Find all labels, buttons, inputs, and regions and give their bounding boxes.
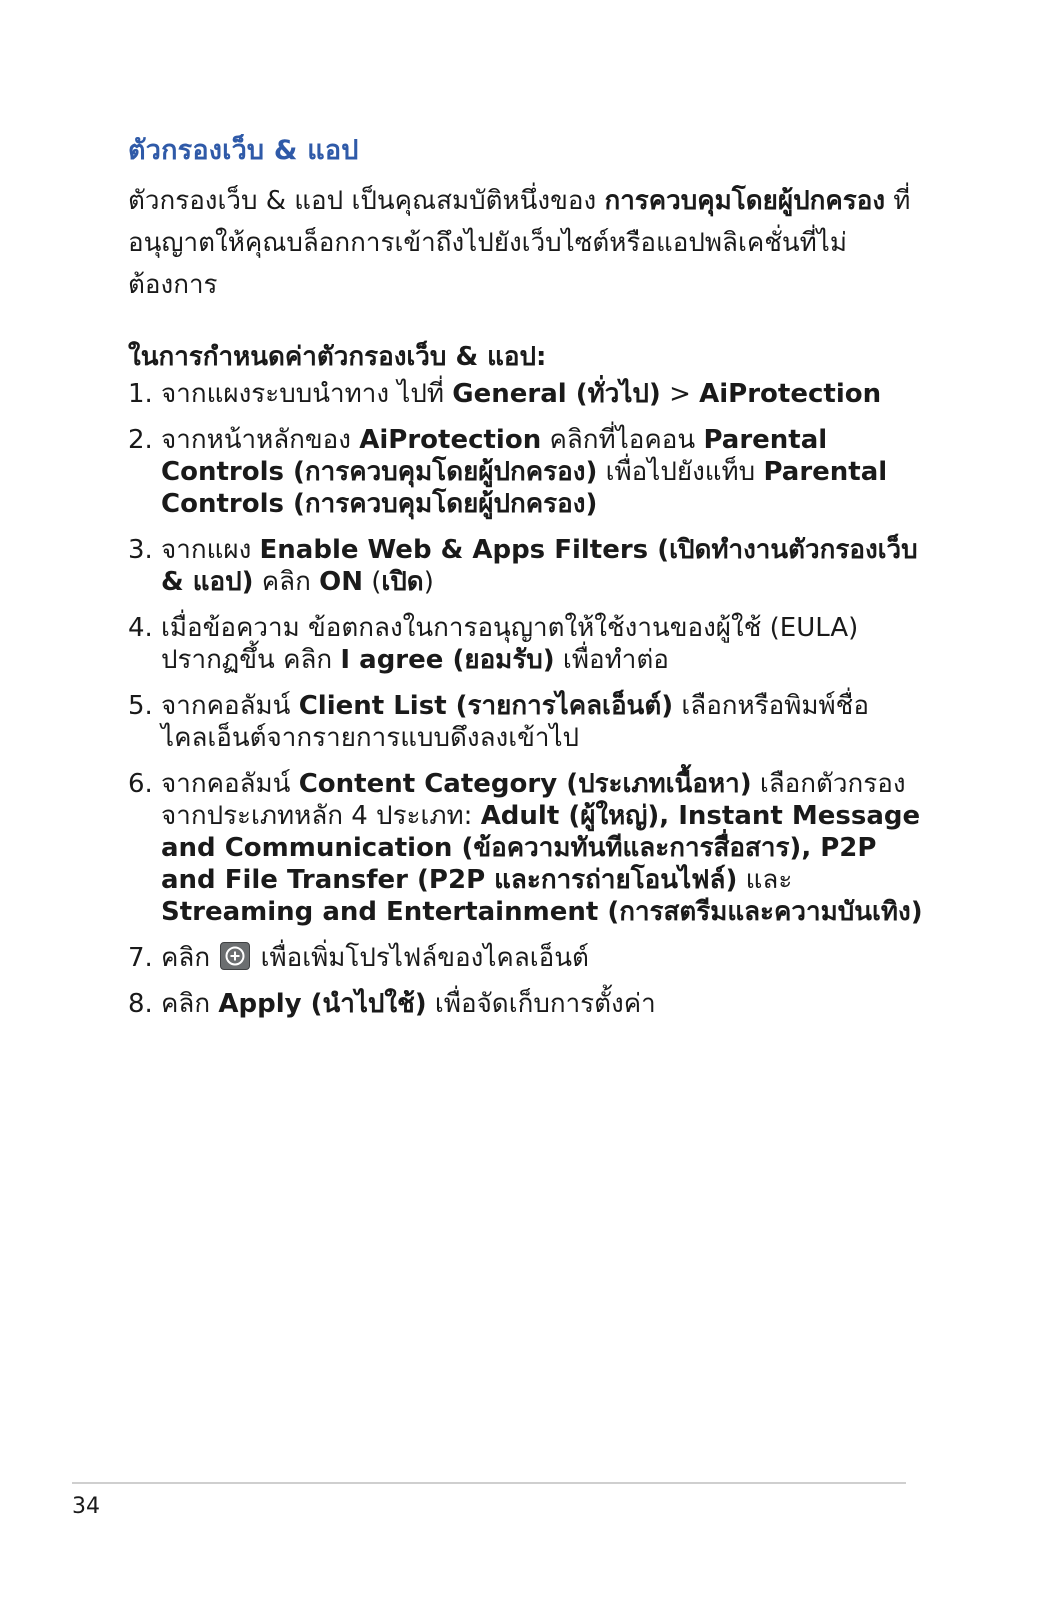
step-5 — [128, 690, 928, 754]
footer-divider — [72, 1482, 906, 1484]
step-1 — [128, 378, 928, 410]
step-number: 4. — [128, 613, 153, 643]
step-bold: I agree (ยอมรับ) — [340, 645, 555, 675]
step-bold: Parental Controls (การควบคุมโดยผู้ปกครอง) — [161, 457, 888, 519]
step-bold: AiProtection — [359, 425, 542, 455]
step-text: เพื่อไปยังแท็บ — [597, 457, 764, 487]
step-bold: AiProtection — [699, 379, 882, 409]
step-bold: Adult (ผู้ใหญ่), Instant Message and Communication (ข้อความทันทีและการสื่อสาร), P2P and File Transfer (P2P และการถ่ายโอนไฟล์) — [161, 801, 921, 895]
intro-text: ที่อนุญาตให้คุณบล็อกการเข้าถึงไปยังเว็บไซต์หรือแอปพลิเคชั่นที่ไม่ต้องการ — [128, 186, 911, 300]
step-text: จากคอลัมน์ — [161, 769, 299, 799]
step-text: และ — [737, 865, 793, 895]
step-text: ( — [362, 567, 382, 597]
step-text: จากแผงระบบนำทาง ไปที่ — [161, 379, 453, 409]
step-text: คลิกที่ไอคอน — [541, 425, 704, 455]
step-text: ) — [423, 567, 434, 597]
step-bold: ON — [319, 567, 363, 597]
step-text: คลิก — [161, 943, 219, 973]
intro-paragraph — [128, 180, 928, 306]
steps-list — [128, 378, 928, 1034]
step-text: เลือกตัวกรองจากประเภทหลัก 4 ประเภท: — [161, 769, 906, 831]
step-text: เพื่อทำต่อ — [554, 645, 669, 675]
step-text: เพื่อจัดเก็บการตั้งค่า — [426, 989, 656, 1019]
step-bold: เปิด — [381, 567, 424, 597]
step-number: 3. — [128, 535, 153, 565]
step-bold: Content Category (ประเภทเนื้อหา) — [298, 769, 752, 799]
intro-bold-term: การควบคุมโดยผู้ปกครอง — [604, 186, 886, 216]
step-3 — [128, 534, 928, 598]
step-bold: Client List (รายการไคลเอ็นต์) — [298, 691, 674, 721]
procedure-heading: ในการกำหนดค่าตัวกรองเว็บ & แอป: — [128, 342, 547, 372]
step-7 — [128, 942, 928, 974]
step-text: > — [660, 379, 700, 409]
step-number: 1. — [128, 379, 153, 409]
intro-text: ตัวกรองเว็บ & แอป เป็นคุณสมบัติหนึ่งของ — [128, 186, 605, 216]
step-8 — [128, 988, 928, 1020]
step-4 — [128, 612, 928, 676]
step-number: 5. — [128, 691, 153, 721]
step-number: 8. — [128, 989, 153, 1019]
step-text: คลิก — [161, 989, 219, 1019]
step-text: เพื่อเพิ่มโปรไฟล์ของไคลเอ็นต์ — [252, 943, 589, 973]
step-bold: Apply (นำไปใช้) — [218, 989, 427, 1019]
step-bold: Parental Controls (การควบคุมโดยผู้ปกครอง) — [161, 425, 828, 487]
step-text: เลือกหรือพิมพ์ชื่อไคลเอ็นต์จากรายการแบบดึงลงเข้าไป — [161, 691, 869, 753]
step-text: คลิก — [253, 567, 320, 597]
page-number: 34 — [72, 1494, 100, 1519]
step-2 — [128, 424, 928, 520]
step-bold: Enable Web & Apps Filters (เปิดทำงานตัวกรองเว็บ & แอป) — [161, 535, 918, 597]
step-6 — [128, 768, 928, 928]
step-text: จากแผง — [161, 535, 260, 565]
section-title: ตัวกรองเว็บ & แอป — [128, 135, 359, 166]
step-bold: General (ทั่วไป) — [452, 379, 661, 409]
step-text: จากคอลัมน์ — [161, 691, 299, 721]
step-text: จากหน้าหลักของ — [161, 425, 360, 455]
step-bold: Streaming and Entertainment (การสตรีมและความบันเทิง) — [161, 897, 923, 927]
step-number: 2. — [128, 425, 153, 455]
step-number: 6. — [128, 769, 153, 799]
step-text: เมื่อข้อความ ข้อตกลงในการอนุญาตให้ใช้งานของผู้ใช้ (EULA) ปรากฏขึ้น คลิก — [161, 613, 859, 675]
add-circle-icon — [220, 942, 250, 970]
step-number: 7. — [128, 943, 153, 973]
